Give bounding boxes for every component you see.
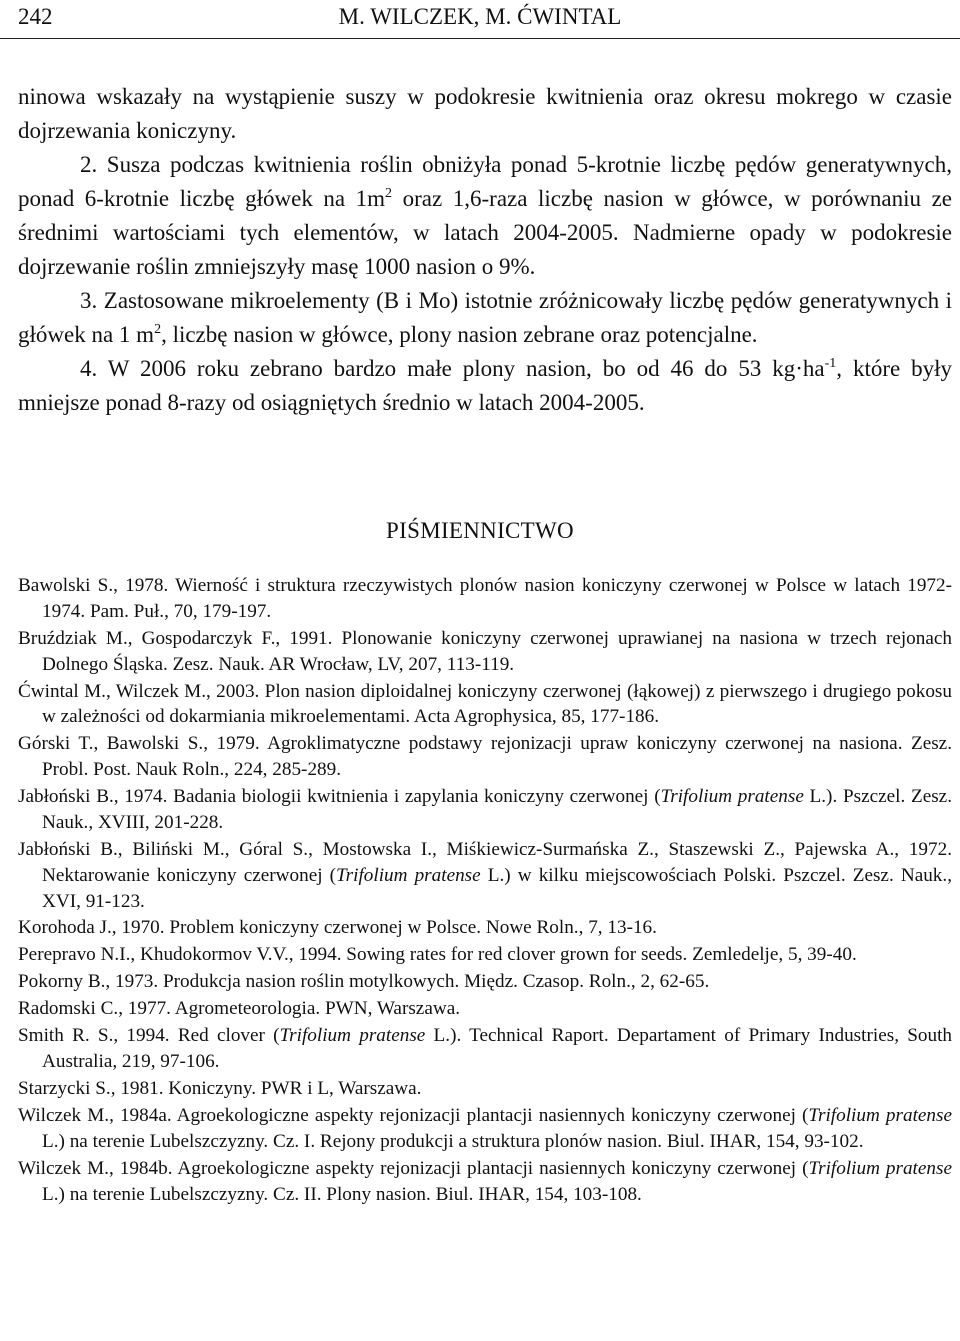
- paragraph-point-4: 4. W 2006 roku zebrano bardzo małe plony nasion, bo od 46 do 53 $kg\cdot ha^{-1}$, które były mniejsze ponad 8-razy od osiągniętych średnio w latach 2004-2005.: [18, 356, 952, 415]
- page-number: 242: [18, 4, 53, 29]
- reference-item: Perepravo N.I., Khudokormov V.V., 1994. Sowing rates for red clover grown for seeds. Zemledelje, 5, 39-40.: [18, 944, 857, 966]
- reference-item: Korohoda J., 1970. Problem koniczyny czerwonej w Polsce. Nowe Roln., 7, 13-16.: [18, 917, 657, 939]
- page-header: [0, 0, 960, 39]
- reference-item: Smith R. S., 1994. Red clover (Trifolium pratense L.). Technical Raport. Departament of Primary Industries, South Australia, 219, 97-106.: [18, 1025, 953, 1073]
- reference-list: [18, 573, 952, 1209]
- paragraph-point-3: 3. Zastosowane mikroelementy (B i Mo) istotnie zróżnicowały liczbę pędów generatywnych i główek na 1 $m^2$, liczbę nasion w główce, plony nasion zebrane oraz potencjalne.: [18, 288, 952, 347]
- body-text: [18, 80, 952, 420]
- running-head: M. WILCZEK, M. ĆWINTAL: [338, 4, 622, 29]
- references-heading: PIŚMIENNICTWO: [386, 518, 574, 543]
- paragraph-continuation: ninowa wskazały na wystąpienie suszy w podokresie kwitnienia oraz okresu mokrego w czasie dojrzewania koniczyny.: [18, 84, 952, 143]
- reference-item: Bruździak M., Gospodarczyk F., 1991. Plonowanie koniczyny czerwonej uprawianej na nasiona w trzech rejonach Dolnego Śląska. Zesz. Nauk. AR Wrocław, LV, 207, 113-119.: [18, 627, 952, 675]
- paragraph-point-2: 2. Susza podczas kwitnienia roślin obniżyła ponad 5-krotnie liczbę pędów generatywnych, ponad 6-krotnie liczbę główek na $1m^2$ oraz 1,6-raza liczbę nasion w główce, w porównaniu ze średnimi wartościami tych elementów, w latach 2004-2005. Nadmierne opady w podokresie dojrzewanie roślin zmniejszyły masę 1000 nasion o 9%.: [18, 152, 952, 279]
- reference-item: Starzycki S., 1981. Koniczyny. PWR i L, Warszawa.: [18, 1078, 422, 1100]
- reference-item: Wilczek M., 1984b. Agroekologiczne aspekty rejonizacji plantacji nasiennych koniczyny czerwonej (Trifolium pratense L.) na terenie Lubelszczyzny. Cz. II. Plony nasion. Biul. IHAR, 154, 103-108.: [18, 1157, 952, 1205]
- reference-item: Wilczek M., 1984a. Agroekologiczne aspekty rejonizacji plantacji nasiennych koniczyny czerwonej (Trifolium pratense L.) na terenie Lubelszczyzny. Cz. I. Rejony produkcji a struktura plonów nasion. Biul. IHAR, 154, 93-102.: [18, 1105, 952, 1152]
- reference-item: Radomski C., 1977. Agrometeorologia. PWN, Warszawa.: [18, 998, 461, 1020]
- reference-item: Pokorny B., 1973. Produkcja nasion roślin motylkowych. Międz. Czasop. Roln., 2, 62-65.: [18, 971, 710, 993]
- reference-item: Górski T., Bawolski S., 1979. Agroklimatyczne podstawy rejonizacji upraw koniczyny czerwonej na nasiona. Zesz. Probl. Post. Nauk Roln., 224, 285-289.: [18, 733, 952, 781]
- reference-item: Jabłoński B., Biliński M., Góral S., Mostowska I., Miśkiewicz-Surmańska Z., Staszewski Z., Pajewska A., 1972. Nektarowanie koniczyny czerwonej (Trifolium pratense L.) w kilku miejscowościach Polski. Pszczel. Zesz. Nauk., XVI, 91-123.: [18, 838, 952, 912]
- reference-item: Ćwintal M., Wilczek M., 2003. Plon nasion diploidalnej koniczyny czerwonej (łąkowej) z pierwszego i drugiego pokosu w zależności od dokarmiania mikroelementami. Acta Agrophysica, 85, 177-186.: [18, 680, 952, 728]
- reference-item: Bawolski S., 1978. Wierność i struktura rzeczywistych plonów nasion koniczyny czerwonej w Polsce w latach 1972-1974. Pam. Puł., 70, 179-197.: [18, 575, 952, 622]
- reference-item: Jabłoński B., 1974. Badania biologii kwitnienia i zapylania koniczyny czerwonej (Trifolium pratense L.). Pszczel. Zesz. Nauk., XVIII, 201-228.: [18, 786, 952, 833]
